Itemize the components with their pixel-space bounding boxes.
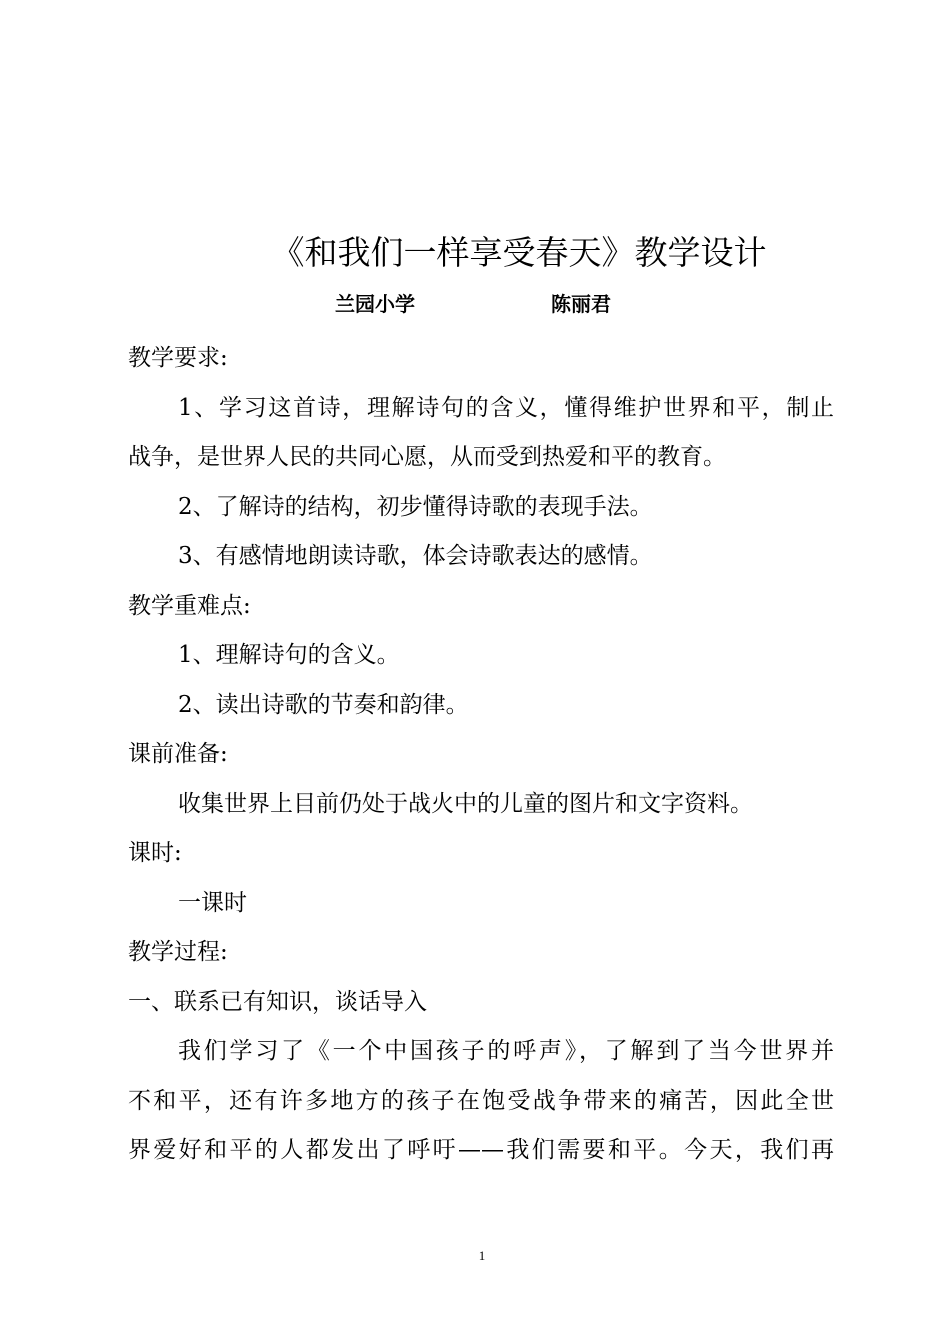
section-heading-class-hours: 课时: <box>128 840 182 866</box>
section-heading-key-points: 教学重难点: <box>128 592 251 619</box>
paragraph-line: 战争，是世界人民的共同心愿，从而受到热爱和平的教育。 <box>128 444 726 470</box>
document-title: 《和我们一样享受春天》教学设计 <box>271 233 767 272</box>
school-name: 兰园小学 <box>335 292 415 316</box>
paragraph-line: 我们学习了《一个中国孩子的呼声》，了解到了当今世界并 <box>178 1038 834 1064</box>
paragraph-line: 1、理解诗句的含义。 <box>178 642 400 668</box>
paragraph-line: 界爱好和平的人都发出了呼吁——我们需要和平。今天，我们再 <box>128 1137 834 1163</box>
section-heading-process: 教学过程: <box>128 939 228 965</box>
paragraph-line: 收集世界上目前仍处于战火中的儿童的图片和文字资料。 <box>178 790 753 817</box>
paragraph-line: 不和平，还有许多地方的孩子在饱受战争带来的痛苦，因此全世 <box>128 1087 834 1114</box>
document-body <box>128 334 834 1176</box>
author-name: 陈丽君 <box>551 292 611 316</box>
page-number: 1 <box>478 1248 486 1263</box>
paragraph-line: 2、了解诗的结构，初步懂得诗歌的表现手法。 <box>178 493 653 520</box>
paragraph-line: 一课时 <box>178 889 247 916</box>
paragraph-line: 1、学习这首诗，理解诗句的含义，懂得维护世界和平，制止 <box>178 394 834 421</box>
section-heading-preparation: 课前准备: <box>128 741 228 767</box>
subsection-heading: 一、联系已有知识，谈话导入 <box>128 988 427 1015</box>
paragraph-line: 3、有感情地朗读诗歌，体会诗歌表达的感情。 <box>178 543 653 569</box>
section-heading-requirements: 教学要求: <box>128 345 228 371</box>
paragraph-line: 2、读出诗歌的节奏和韵律。 <box>178 691 469 718</box>
byline <box>335 288 611 320</box>
